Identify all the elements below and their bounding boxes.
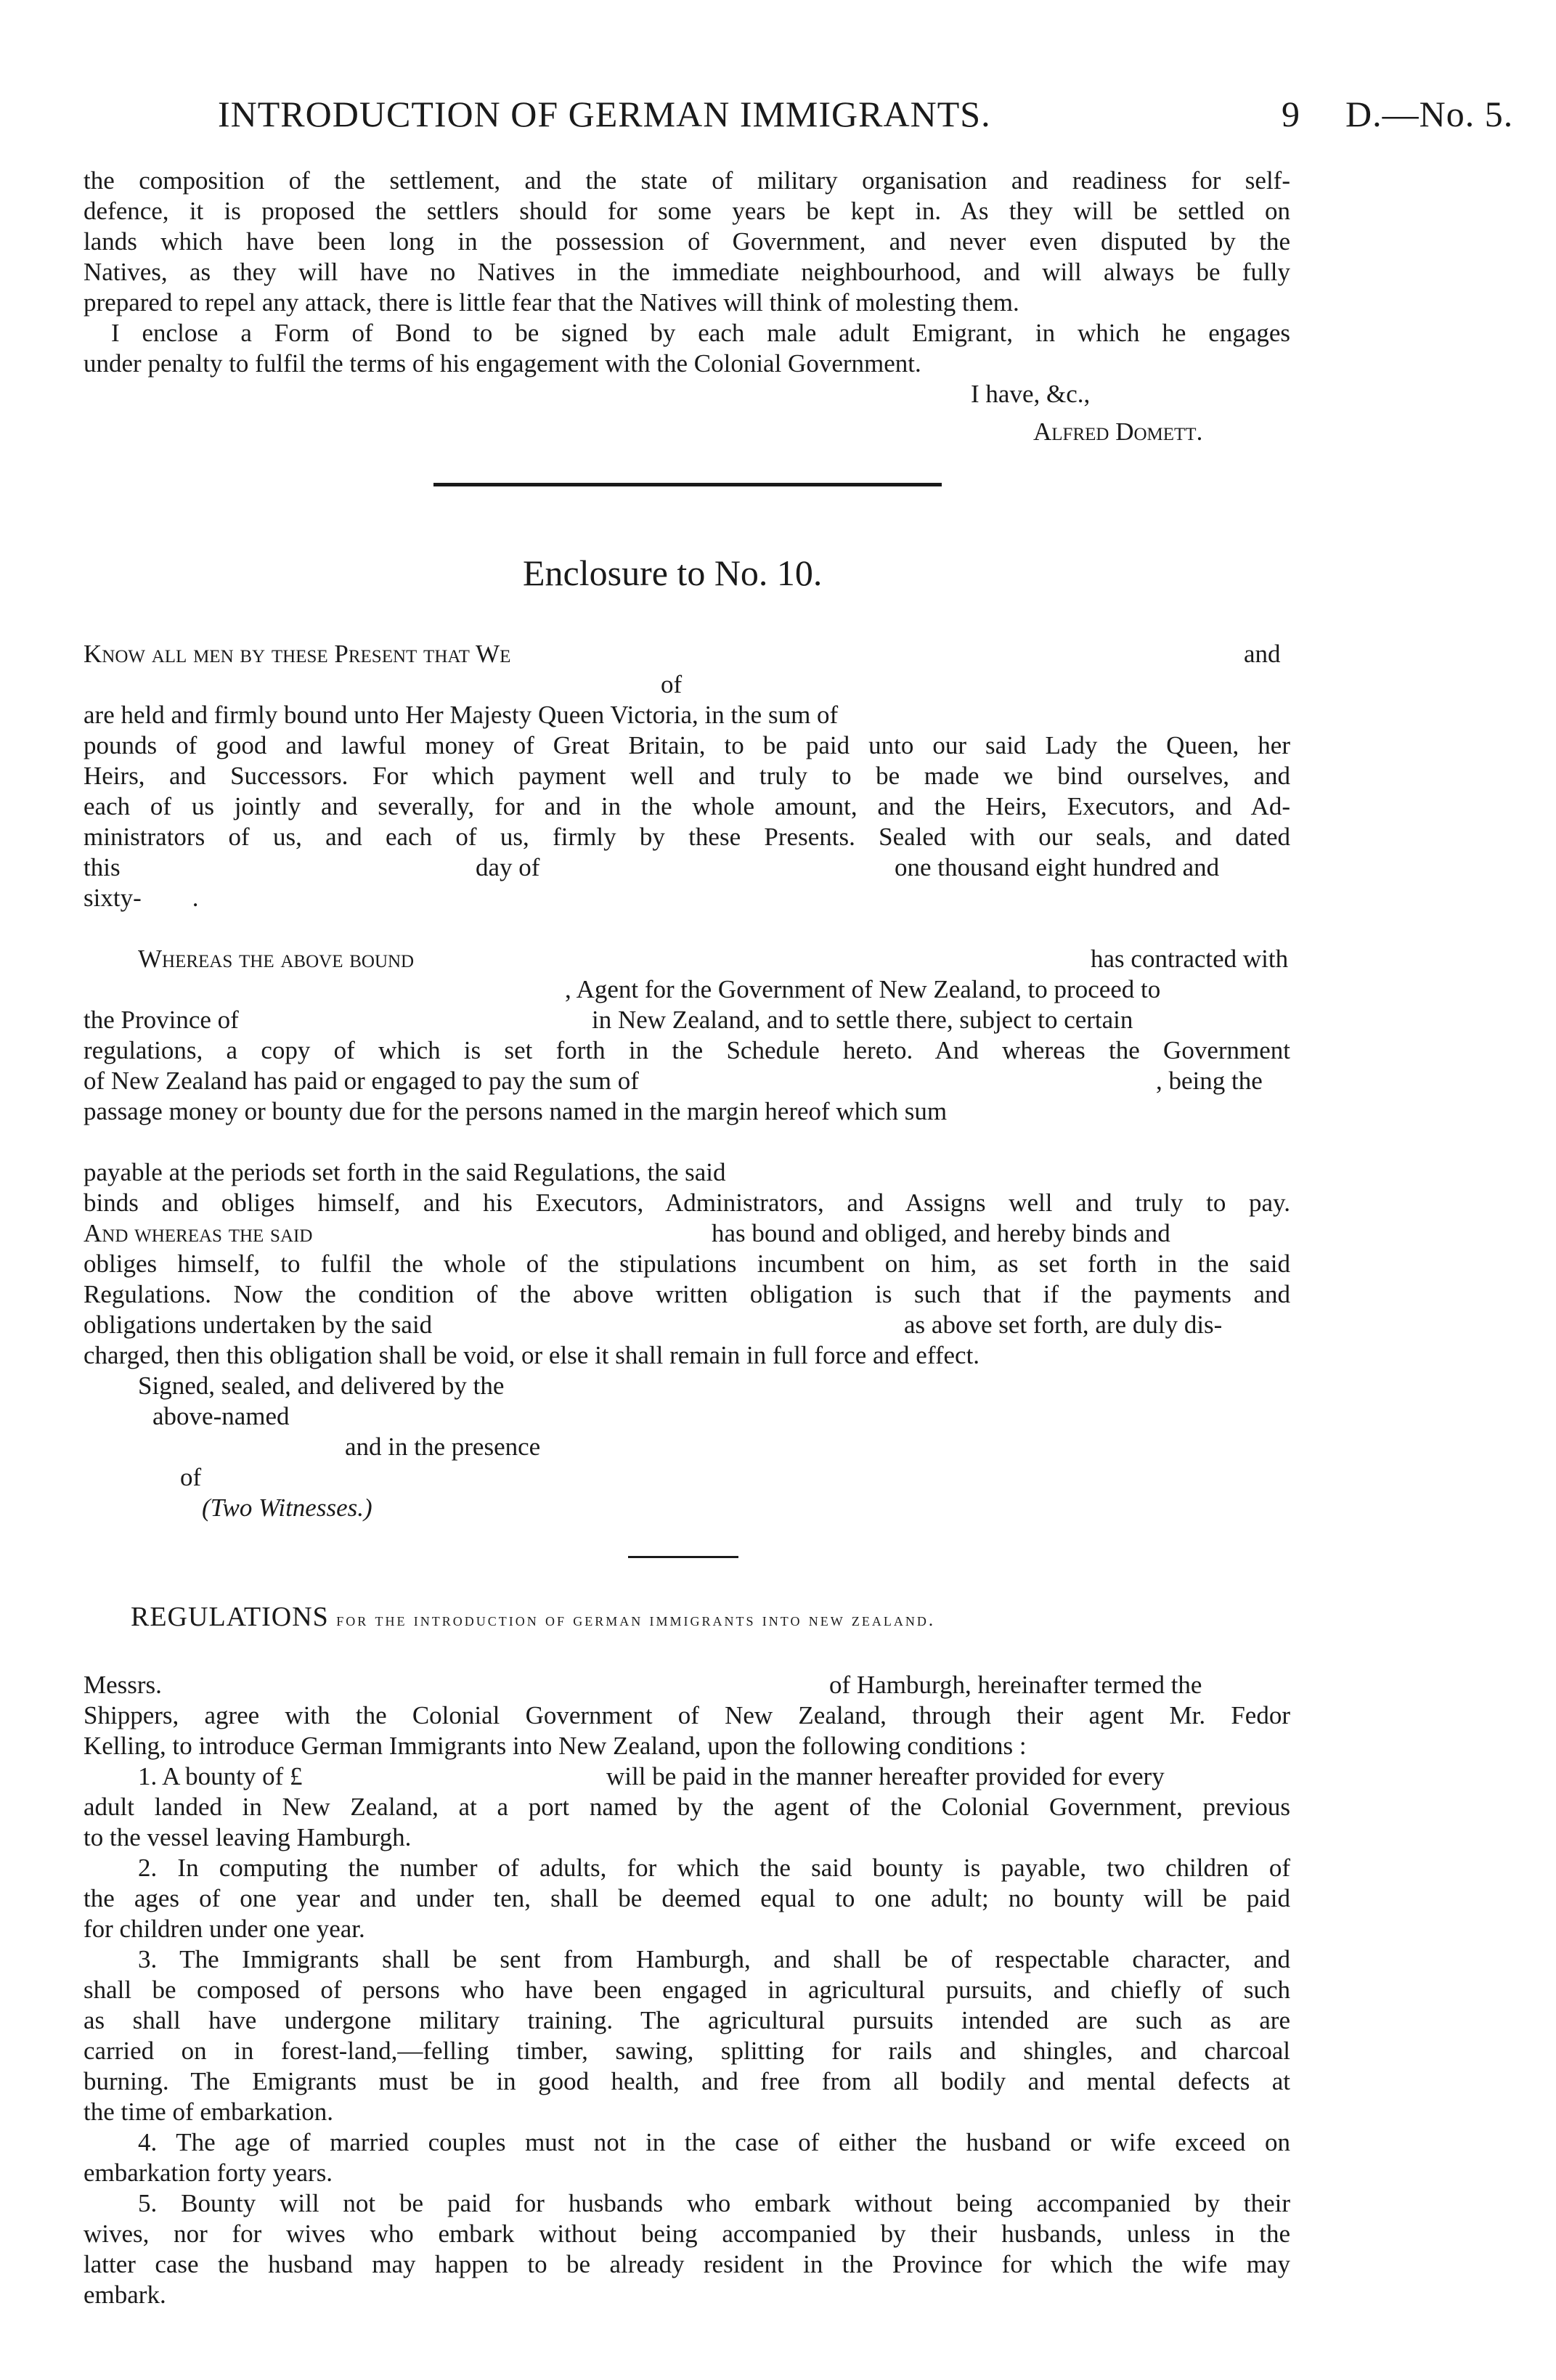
whereas-line: Whereas the above bound <box>138 945 415 973</box>
bond-line: of <box>661 670 683 698</box>
regulations-title-rest: for the introduction of german immigrants into new zealand. <box>336 1610 936 1630</box>
whereas-line: obligations undertaken by the said <box>83 1311 433 1339</box>
letter-line: under penalty to fulfil the terms of his engagement with the Colonial Government. <box>83 349 921 378</box>
reg-line: embark. <box>83 2281 166 2309</box>
whereas-line: in New Zealand, and to settle there, subject to certain <box>592 1006 1133 1034</box>
bond-line: ministrators of us, and each of us, firmly by these Presents. Sealed with our seals, and dated <box>83 823 1290 851</box>
letter-line: I enclose a Form of Bond to be signed by each male adult Emigrant, in which he engages <box>111 319 1290 347</box>
letter-line: lands which have been long in the possession of Government, and never even disputed by the <box>83 227 1290 256</box>
section-divider <box>433 483 942 486</box>
signed-line: above-named <box>152 1402 290 1430</box>
reg-line: as shall have undergone military training. The agricultural pursuits intended are such as are <box>83 2006 1290 2034</box>
regulations-heading <box>131 1601 935 1633</box>
reg-line: the ages of one year and under ten, shall be deemed equal to one adult; no bounty will be paid <box>83 1884 1290 1912</box>
whereas-line: has bound and obliged, and hereby binds and <box>712 1219 1170 1247</box>
whereas-line: , Agent for the Government of New Zealand, to proceed to <box>565 975 1161 1003</box>
whereas-line: binds and obliges himself, and his Executors, Administrators, and Assigns well and truly to pay. <box>83 1189 1290 1217</box>
bond-line: each of us jointly and severally, for and in the whole amount, and the Heirs, Executors, and Ad- <box>83 792 1290 820</box>
letter-signature: Alfred Domett. <box>1033 417 1203 446</box>
whereas-line: of New Zealand has paid or engaged to pay the sum of <box>83 1067 639 1095</box>
bond-line: this <box>83 853 121 881</box>
reg-line: of Hamburgh, hereinafter termed the <box>829 1671 1202 1699</box>
reg-line: Messrs. <box>83 1671 162 1699</box>
reg-line: wives, nor for wives who embark without being accompanied by their husbands, unless in the <box>83 2220 1290 2248</box>
reg-line: will be paid in the manner hereafter provided for every <box>606 1762 1165 1790</box>
regulations-title-main: REGULATIONS <box>131 1602 329 1632</box>
whereas-line: charged, then this obligation shall be void, or else it shall remain in full force and effect. <box>83 1341 980 1369</box>
short-divider <box>628 1556 738 1558</box>
reg-line: 4. The age of married couples must not in the case of either the husband or wife exceed on <box>138 2128 1290 2156</box>
reg-line: 2. In computing the number of adults, for which the said bounty is payable, two children of <box>138 1854 1290 1882</box>
reg-line: carried on in forest-land,—felling timber, sawing, splitting for rails and shingles, and charcoal <box>83 2037 1290 2065</box>
reg-line: burning. The Emigrants must be in good health, and free from all bodily and mental defects at <box>83 2067 1290 2095</box>
whereas-line: the Province of <box>83 1006 239 1034</box>
signed-line: of <box>180 1463 202 1491</box>
letter-line: the composition of the settlement, and the state of military organisation and readiness for self- <box>83 166 1290 195</box>
whereas-line: Regulations. Now the condition of the above written obligation is such that if the payments and <box>83 1280 1290 1308</box>
reg-line: the time of embarkation. <box>83 2098 334 2126</box>
reg-line: to the vessel leaving Hamburgh. <box>83 1823 412 1851</box>
whereas-line: , being the <box>1156 1067 1263 1095</box>
bond-line: Heirs, and Successors. For which payment well and truly to be made we bind ourselves, and <box>83 762 1290 790</box>
reg-line: 3. The Immigrants shall be sent from Hamburgh, and shall be of respectable character, and <box>138 1945 1290 1973</box>
reg-line: adult landed in New Zealand, at a port named by the agent of the Colonial Government, previous <box>83 1793 1290 1821</box>
signed-line: and in the presence <box>345 1433 541 1461</box>
bond-line: sixty- . <box>83 884 199 912</box>
reg-line: for children under one year. <box>83 1915 365 1943</box>
whereas-line: has contracted with <box>1091 945 1289 973</box>
whereas-line: payable at the periods set forth in the said Regulations, the said <box>83 1158 726 1186</box>
bond-line: Know all men by these Present that We <box>83 640 511 668</box>
witnesses-label: (Two Witnesses.) <box>202 1493 372 1522</box>
letter-line: defence, it is proposed the settlers should for some years be kept in. As they will be settled on <box>83 197 1290 225</box>
reg-line: shall be composed of persons who have been engaged in agricultural pursuits, and chiefly of such <box>83 1976 1290 2004</box>
reg-line: 1. A bounty of £ <box>138 1762 303 1790</box>
running-title: INTRODUCTION OF GERMAN IMMIGRANTS. <box>218 94 991 134</box>
bond-line: are held and firmly bound unto Her Majesty Queen Victoria, in the sum of <box>83 701 839 729</box>
signed-line: Signed, sealed, and delivered by the <box>138 1372 505 1400</box>
whereas-line: as above set forth, are duly dis- <box>904 1311 1223 1339</box>
page-number: 9 <box>1282 94 1300 134</box>
bond-line: pounds of good and lawful money of Great Britain, to be paid unto our said Lady the Queen, her <box>83 731 1290 759</box>
reg-line: Shippers, agree with the Colonial Government of New Zealand, through their agent Mr. Fedor <box>83 1701 1290 1729</box>
letter-closing: I have, &c., <box>971 380 1091 408</box>
letter-line: prepared to repel any attack, there is little fear that the Natives will think of molesting them. <box>83 288 1019 317</box>
letter-line: Natives, as they will have no Natives in the immediate neighbourhood, and will always be fully <box>83 258 1290 286</box>
enclosure-title: Enclosure to No. 10. <box>523 553 823 593</box>
bond-line: one thousand eight hundred and <box>895 853 1220 881</box>
reg-line: embarkation forty years. <box>83 2159 333 2187</box>
reg-line: 5. Bounty will not be paid for husbands who embark without being accompanied by their <box>138 2189 1290 2217</box>
whereas-line: And whereas the said <box>83 1219 313 1247</box>
whereas-line: obliges himself, to fulfil the whole of the stipulations incumbent on him, as set forth in the said <box>83 1250 1290 1278</box>
whereas-line: regulations, a copy of which is set forth in the Schedule hereto. And whereas the Government <box>83 1036 1290 1064</box>
bond-line: day of <box>476 853 540 881</box>
reg-line: Kelling, to introduce German Immigrants into New Zealand, upon the following conditions : <box>83 1732 1027 1760</box>
series-label: D.—No. 5. <box>1345 94 1514 134</box>
whereas-line: passage money or bounty due for the persons named in the margin hereof which sum <box>83 1097 948 1125</box>
reg-line: latter case the husband may happen to be already resident in the Province for which the wife may <box>83 2250 1290 2278</box>
bond-line: and <box>1244 640 1281 668</box>
